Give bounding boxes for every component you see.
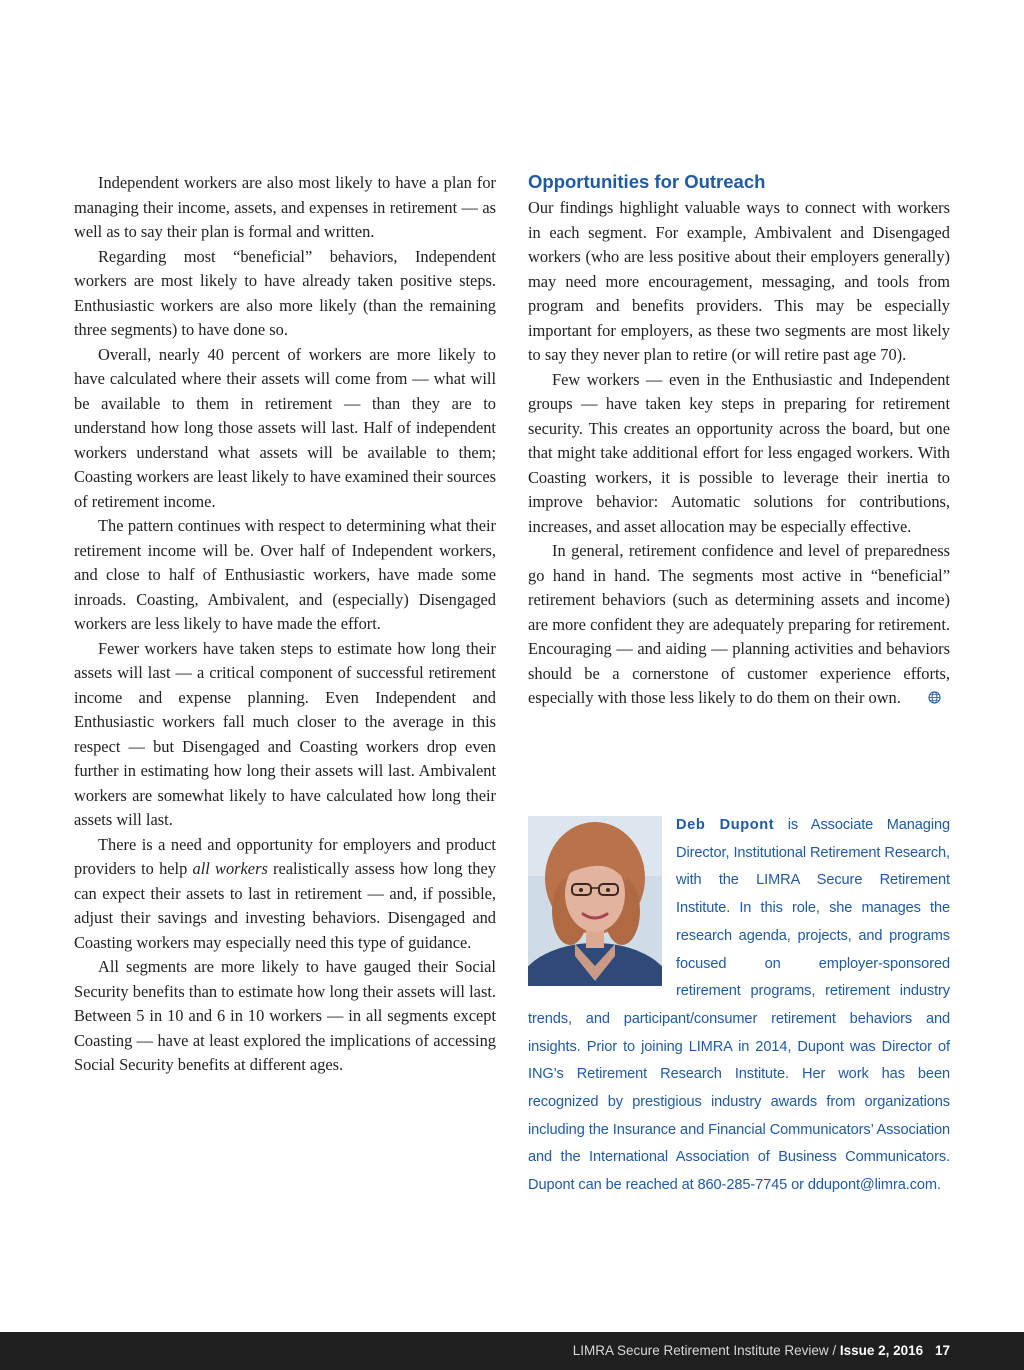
section-heading: Opportunities for Outreach (528, 171, 766, 192)
paragraph: Fewer workers have taken steps to estimate how long their assets will last — a critical component of successful retirement income and expense planning. Even Independent and Enthusiastic workers fall much closer to the average in this respect — but Disengaged and Coasting workers drop even further in estimating how long their assets will last. Ambivalent workers are somewhat likely to have calculated how long their assets will last. (74, 638, 496, 829)
left-column (74, 171, 496, 1078)
paragraph (74, 833, 496, 956)
paragraph: Regarding most “beneficial” behaviors, Independent workers are most likely to have already taken positive steps. Enthusiastic workers are also more likely (than the remaining three segments) to have done so. (74, 246, 496, 339)
author-bio (528, 812, 950, 1200)
page-number: 17 (934, 1343, 950, 1358)
publication-title: LIMRA Secure Retirement Institute Review / (572, 1343, 837, 1358)
emphasis-text: all workers (192, 859, 268, 878)
page-footer (0, 1332, 1024, 1370)
paragraph: All segments are more likely to have gauged their Social Security benefits than to estimate how long their assets will last. Between 5 in 10 and 6 in 10 workers — in all segments except Coasting — have at least explored the implications of accessing Social Security benefits at different ages. (74, 957, 496, 1074)
issue-label: Issue 2, 2016 (839, 1343, 924, 1358)
paragraph-text: There is a need and opportunity for employers and product providers to help (74, 834, 496, 878)
author-name: Deb Dupont (676, 817, 775, 833)
author-bio-text: is Associate Managing Director, Institutional Retirement Research, with the LIMRA Secure Retirement Institute. In this role, she manages the research agenda, projects, and programs focused on employer-sponsored retirement programs, retirement industry trends, and participant/consumer retirement behaviors and insights. Prior to joining LIMRA in 2014, Dupont was Director of ING’s Retirement Research Institute. Her work has been recognized by prestigious industry awards from organizations including the Insurance and Financial Communicators’ Association and the International Association of Business Communicators. Dupont can be reached at 860-285-7745 or ddupont@limra.com. (528, 817, 950, 1194)
paragraph-text: In general, retirement confidence and level of preparedness go hand in hand. The segments most active in “beneficial” retirement behaviors (such as determining assets and income) are more confident they are adequately preparing for retirement. Encouraging — and aiding — planning activities and behaviors should be a cornerstone of customer experience efforts, especially with those less likely to do them on their own. (528, 541, 950, 707)
author-photo (528, 816, 662, 986)
right-column (528, 169, 950, 711)
paragraph: Few workers — even in the Enthusiastic and Independent groups — have taken key steps in preparing for retirement security. This creates an opportunity across the board, but one that might take additional effort for less engaged workers. With Coasting workers, it is possible to leverage their inertia to improve behavior: Automatic solutions for contributions, increases, and asset allocation may be especially effective. (528, 369, 950, 536)
paragraph-text: realistically assess how long they can expect their assets to last in retirement — and, if possible, adjust their savings and investing behaviors. Disengaged and Coasting workers may especially need this type of guidance. (74, 859, 496, 952)
paragraph: Independent workers are also most likely to have a plan for managing their income, assets, and expenses in retirement — as well as to say their plan is formal and written. (74, 173, 496, 241)
paragraph: Overall, nearly 40 percent of workers are more likely to have calculated where their assets will come from — what will be available to them in retirement — than they are to understand how long those assets will last. Half of independent workers understand what assets will be available to them; Coasting workers are least likely to have examined their sources of retirement income. (74, 344, 496, 511)
globe-end-mark-icon (904, 687, 917, 700)
paragraph (528, 539, 950, 711)
paragraph: Our findings highlight valuable ways to connect with workers in each segment. For example, Ambivalent and Disengaged workers (who are less positive about their employers generally) may need more encouragement, messaging, and tools from program and benefits providers. This may be especially important for employers, as these two segments are most likely to say they never plan to retire (or will retire past age 70). (528, 198, 950, 364)
paragraph: The pattern continues with respect to determining what their retirement income will be. Over half of Independent workers, and close to half of Enthusiastic workers, have made some inroads. Coasting, Ambivalent, and (especially) Disengaged workers are less likely to have made the effort. (74, 516, 496, 633)
